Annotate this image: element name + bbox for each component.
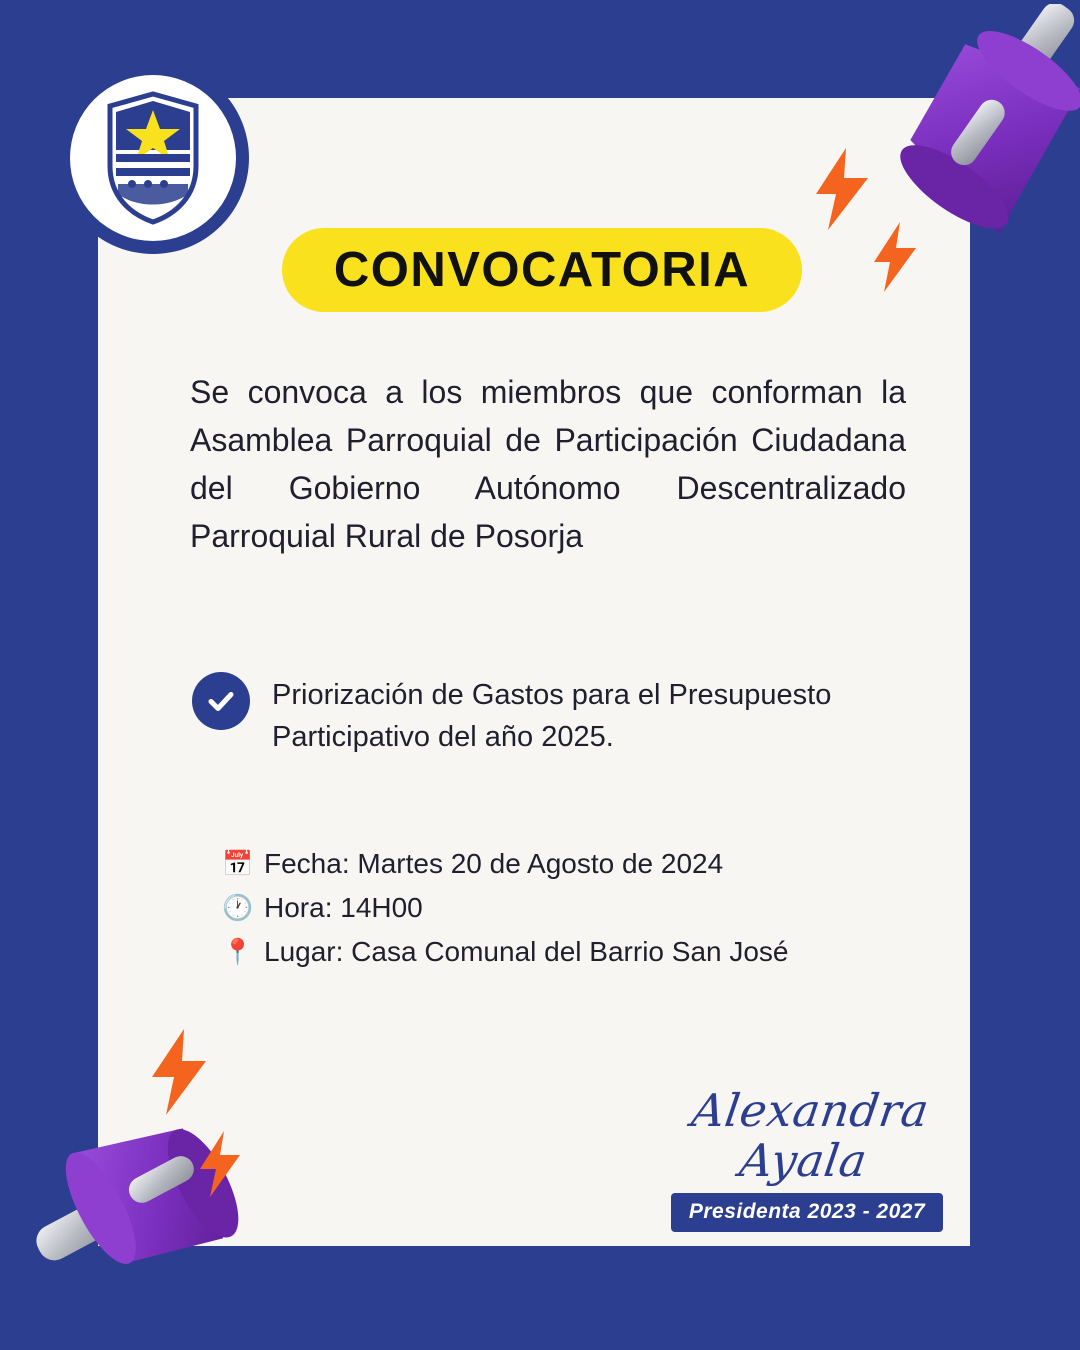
logo-inner-circle bbox=[70, 75, 236, 241]
detail-row-place bbox=[222, 930, 922, 974]
lightning-bolt-icon bbox=[148, 1029, 210, 1120]
event-details bbox=[222, 842, 922, 975]
detail-label-date: Fecha: Martes 20 de Agosto de 2024 bbox=[264, 848, 724, 879]
check-circle-icon bbox=[192, 672, 250, 730]
detail-label-place: Lugar: Casa Comunal del Barrio San José bbox=[264, 936, 789, 968]
agenda-item-text: Priorización de Gastos para el Presupuesto Participativo del año 2025. bbox=[272, 679, 832, 754]
signature-block bbox=[642, 1086, 972, 1232]
megaphone-icon bbox=[858, 4, 1080, 259]
shield-star-logo-icon bbox=[88, 88, 218, 228]
lightning-bolt-icon bbox=[196, 1131, 244, 1202]
clock-icon: 🕐 bbox=[222, 893, 254, 922]
lightning-bolt-icon bbox=[812, 148, 872, 235]
body-paragraph: Se convoca a los miembros que conforman la Asamblea Parroquial de Participación Ciudadana del Gobierno Autónomo Descentralizado Parroquial Rural de Posorja bbox=[190, 374, 906, 554]
signature-role-badge: Presidenta 2023 - 2027 bbox=[671, 1193, 943, 1232]
detail-row-time bbox=[222, 886, 922, 930]
organization-logo bbox=[57, 62, 249, 254]
detail-label-time: Hora: 14H00 bbox=[264, 892, 423, 924]
agenda-item bbox=[192, 668, 892, 758]
lightning-bolt-icon bbox=[870, 222, 920, 297]
location-pin-icon: 📍 bbox=[222, 938, 254, 967]
title-banner bbox=[282, 228, 802, 312]
detail-row-date bbox=[222, 842, 922, 886]
signature-name: Alexandra Ayala bbox=[688, 1084, 933, 1187]
page-title: CONVOCATORIA bbox=[333, 243, 751, 297]
calendar-icon: 📅 bbox=[222, 849, 254, 878]
